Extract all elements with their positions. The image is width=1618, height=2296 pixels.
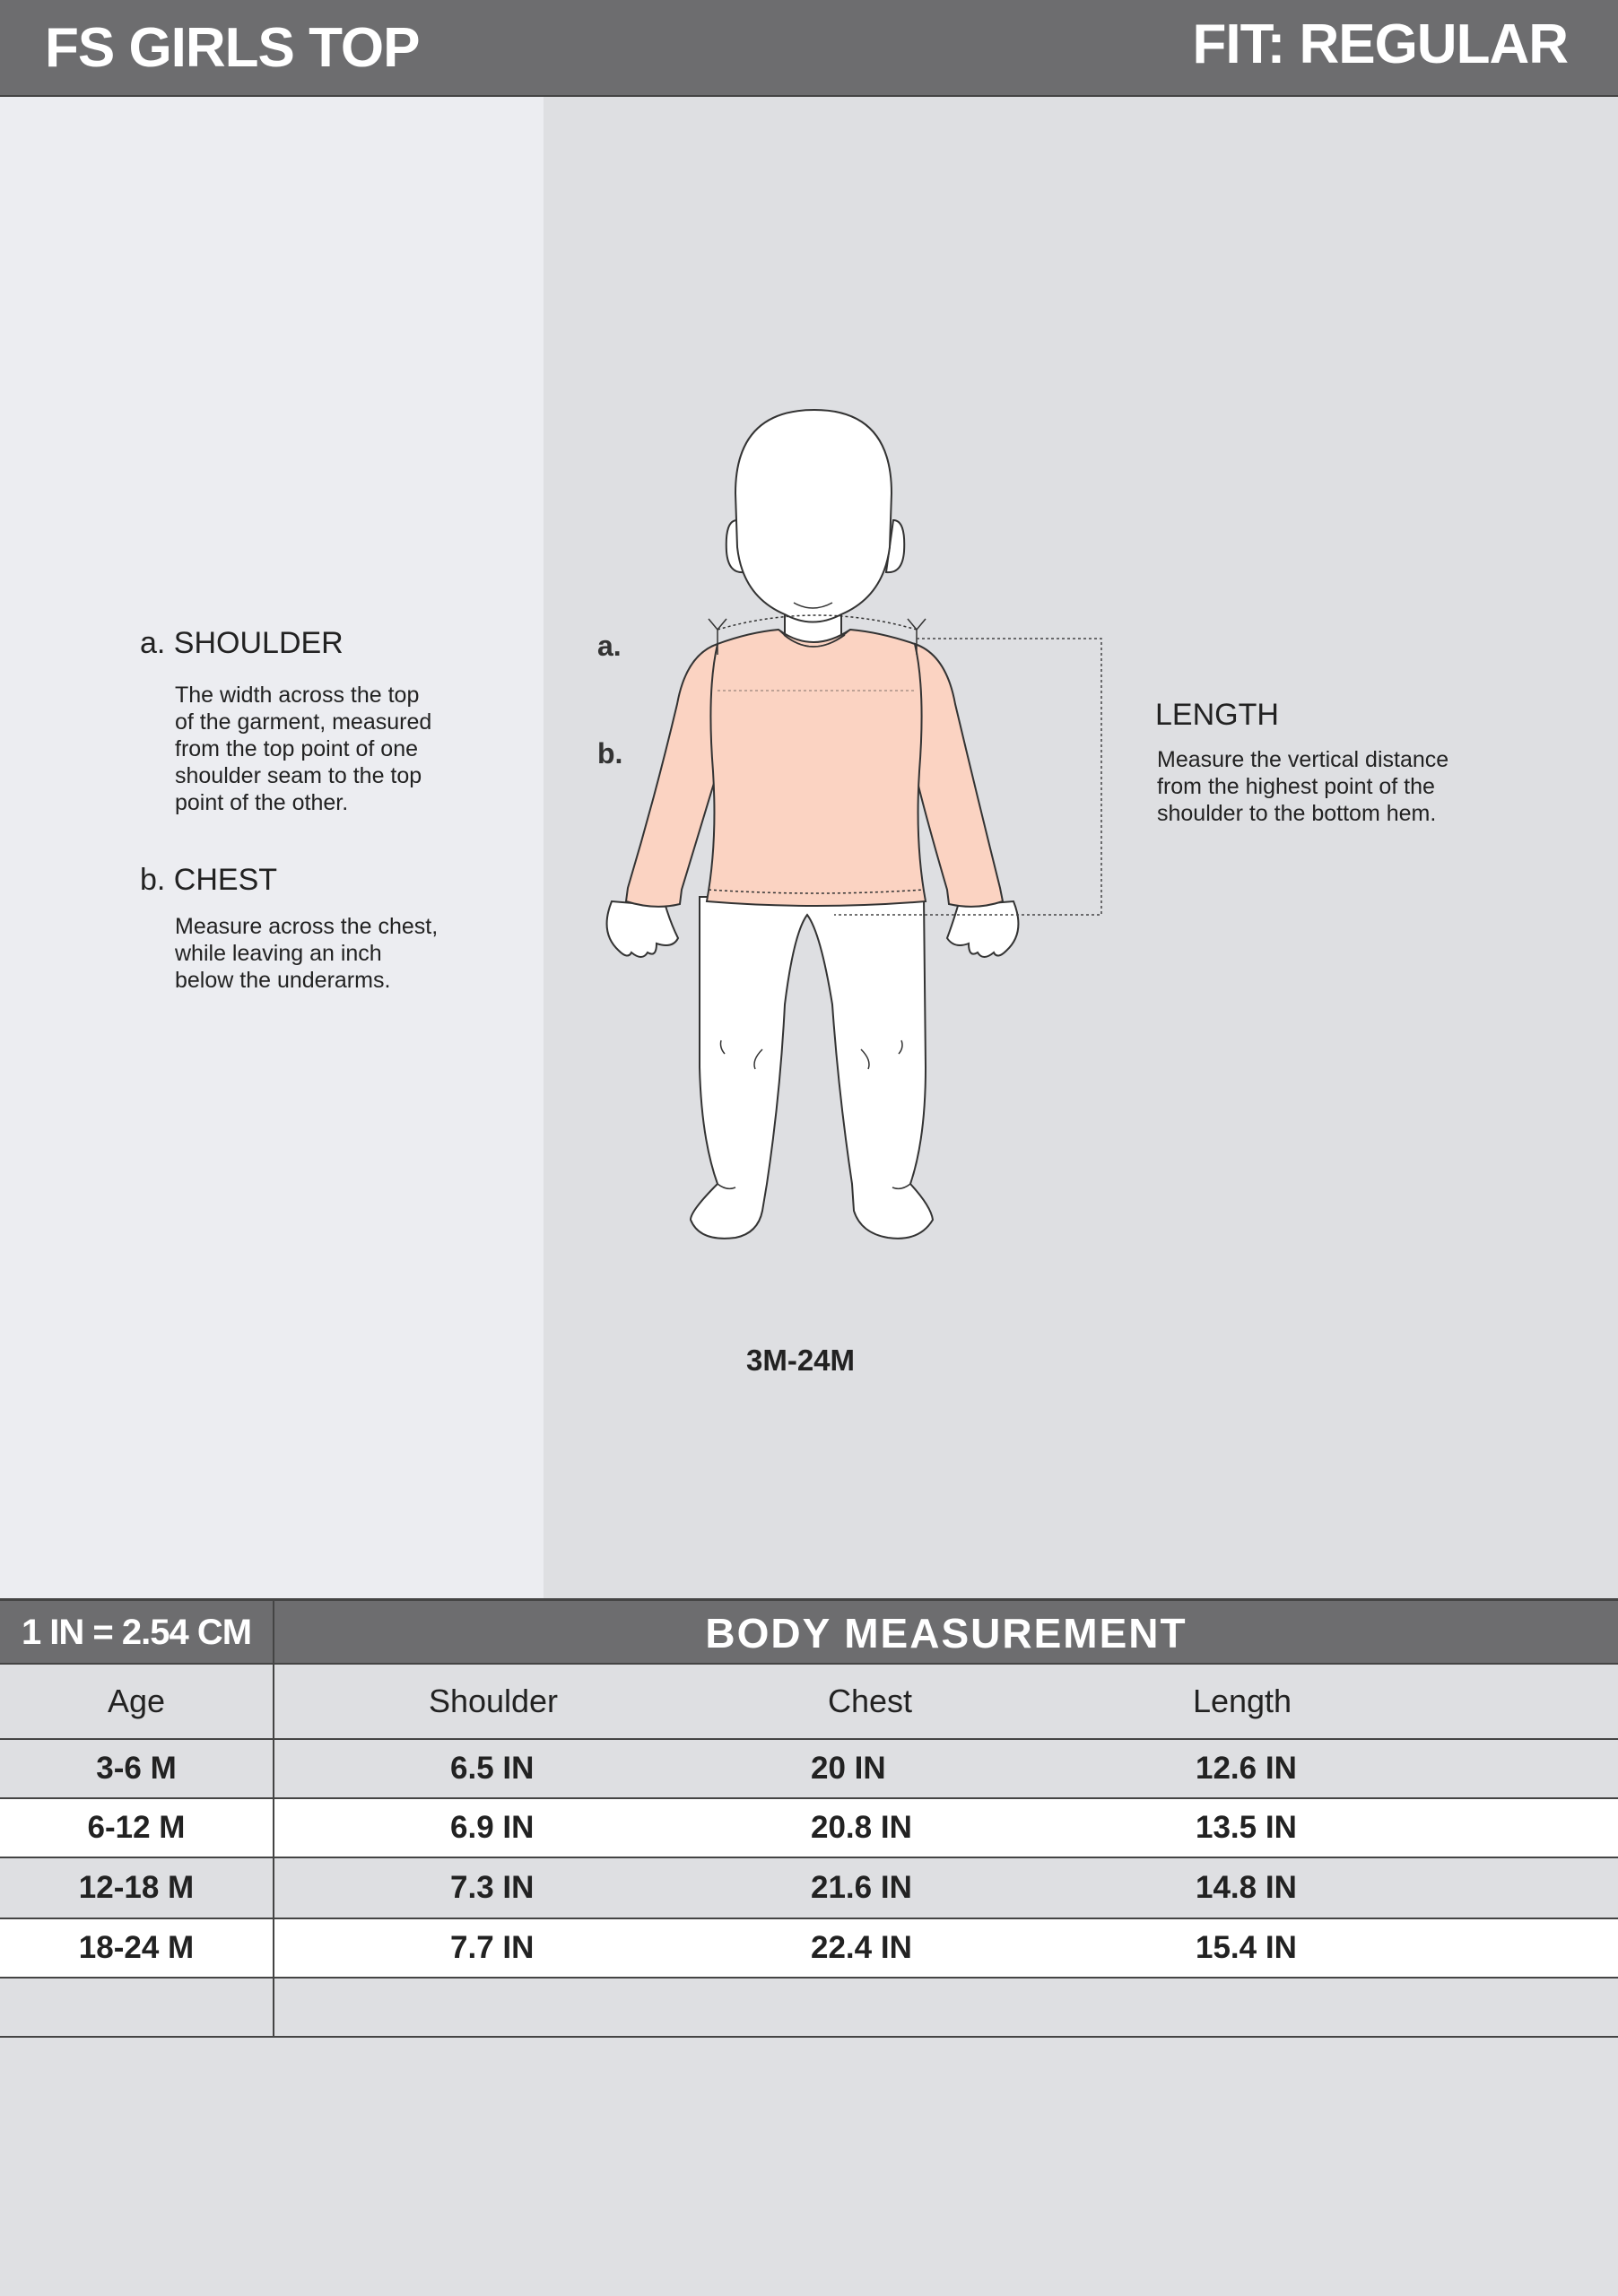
table-title-bar xyxy=(0,1598,1618,1665)
table-row xyxy=(0,1799,1618,1858)
table-row xyxy=(0,1740,1618,1799)
column-header-age: Age xyxy=(0,1665,274,1738)
length-cell: 15.4 IN xyxy=(1196,1930,1297,1965)
age-cell: 6-12 M xyxy=(0,1799,274,1857)
shoulder-cell: 6.9 IN xyxy=(450,1810,535,1845)
size-range-label: 3M-24M xyxy=(746,1344,856,1377)
empty-age-cell xyxy=(0,1979,274,2036)
length-cell: 13.5 IN xyxy=(1196,1810,1297,1845)
baby-figure-illustration xyxy=(592,395,1130,1256)
unit-conversion-label: 1 IN = 2.54 CM xyxy=(0,1601,274,1665)
column-header-length: Length xyxy=(1192,1683,1292,1719)
shoulder-cell: 7.7 IN xyxy=(450,1930,535,1965)
marker-a: a. xyxy=(597,630,622,662)
chest-cell: 20 IN xyxy=(811,1751,886,1786)
measurement-guide-panel xyxy=(0,97,544,1600)
chest-description: Measure across the chest, while leaving an inch below the underarms. xyxy=(175,914,439,993)
shoulder-cell: 6.5 IN xyxy=(450,1751,535,1786)
length-description: Measure the vertical distance from the highest point of the shoulder to the bottom hem. xyxy=(1157,747,1449,826)
chest-cell: 22.4 IN xyxy=(811,1930,912,1965)
product-title: FS GIRLS TOP xyxy=(45,17,420,79)
chest-heading: b. CHEST xyxy=(140,863,278,897)
table-empty-row xyxy=(0,1979,1618,2038)
age-cell: 12-18 M xyxy=(0,1858,274,1918)
shoulder-heading: a. SHOULDER xyxy=(140,626,344,660)
fit-label: FIT: REGULAR xyxy=(1192,13,1568,75)
table-title: BODY MEASUREMENT xyxy=(705,1610,1187,1657)
table-row xyxy=(0,1858,1618,1919)
column-header-shoulder: Shoulder xyxy=(428,1683,559,1719)
length-cell: 14.8 IN xyxy=(1196,1870,1297,1905)
length-cell: 12.6 IN xyxy=(1196,1751,1297,1786)
length-heading: LENGTH xyxy=(1155,698,1279,732)
age-cell: 3-6 M xyxy=(0,1740,274,1797)
age-cell: 18-24 M xyxy=(0,1919,274,1977)
marker-b: b. xyxy=(597,737,623,770)
table-row xyxy=(0,1919,1618,1979)
page-header xyxy=(0,0,1618,97)
table-header-row xyxy=(0,1665,1618,1740)
shoulder-cell: 7.3 IN xyxy=(450,1870,535,1905)
column-header-chest: Chest xyxy=(827,1683,913,1719)
chest-cell: 21.6 IN xyxy=(811,1870,912,1905)
chest-cell: 20.8 IN xyxy=(811,1810,912,1845)
shoulder-description: The width across the top of the garment, measured from the top point of one shoulder seam to the top point of the other. xyxy=(175,683,432,815)
